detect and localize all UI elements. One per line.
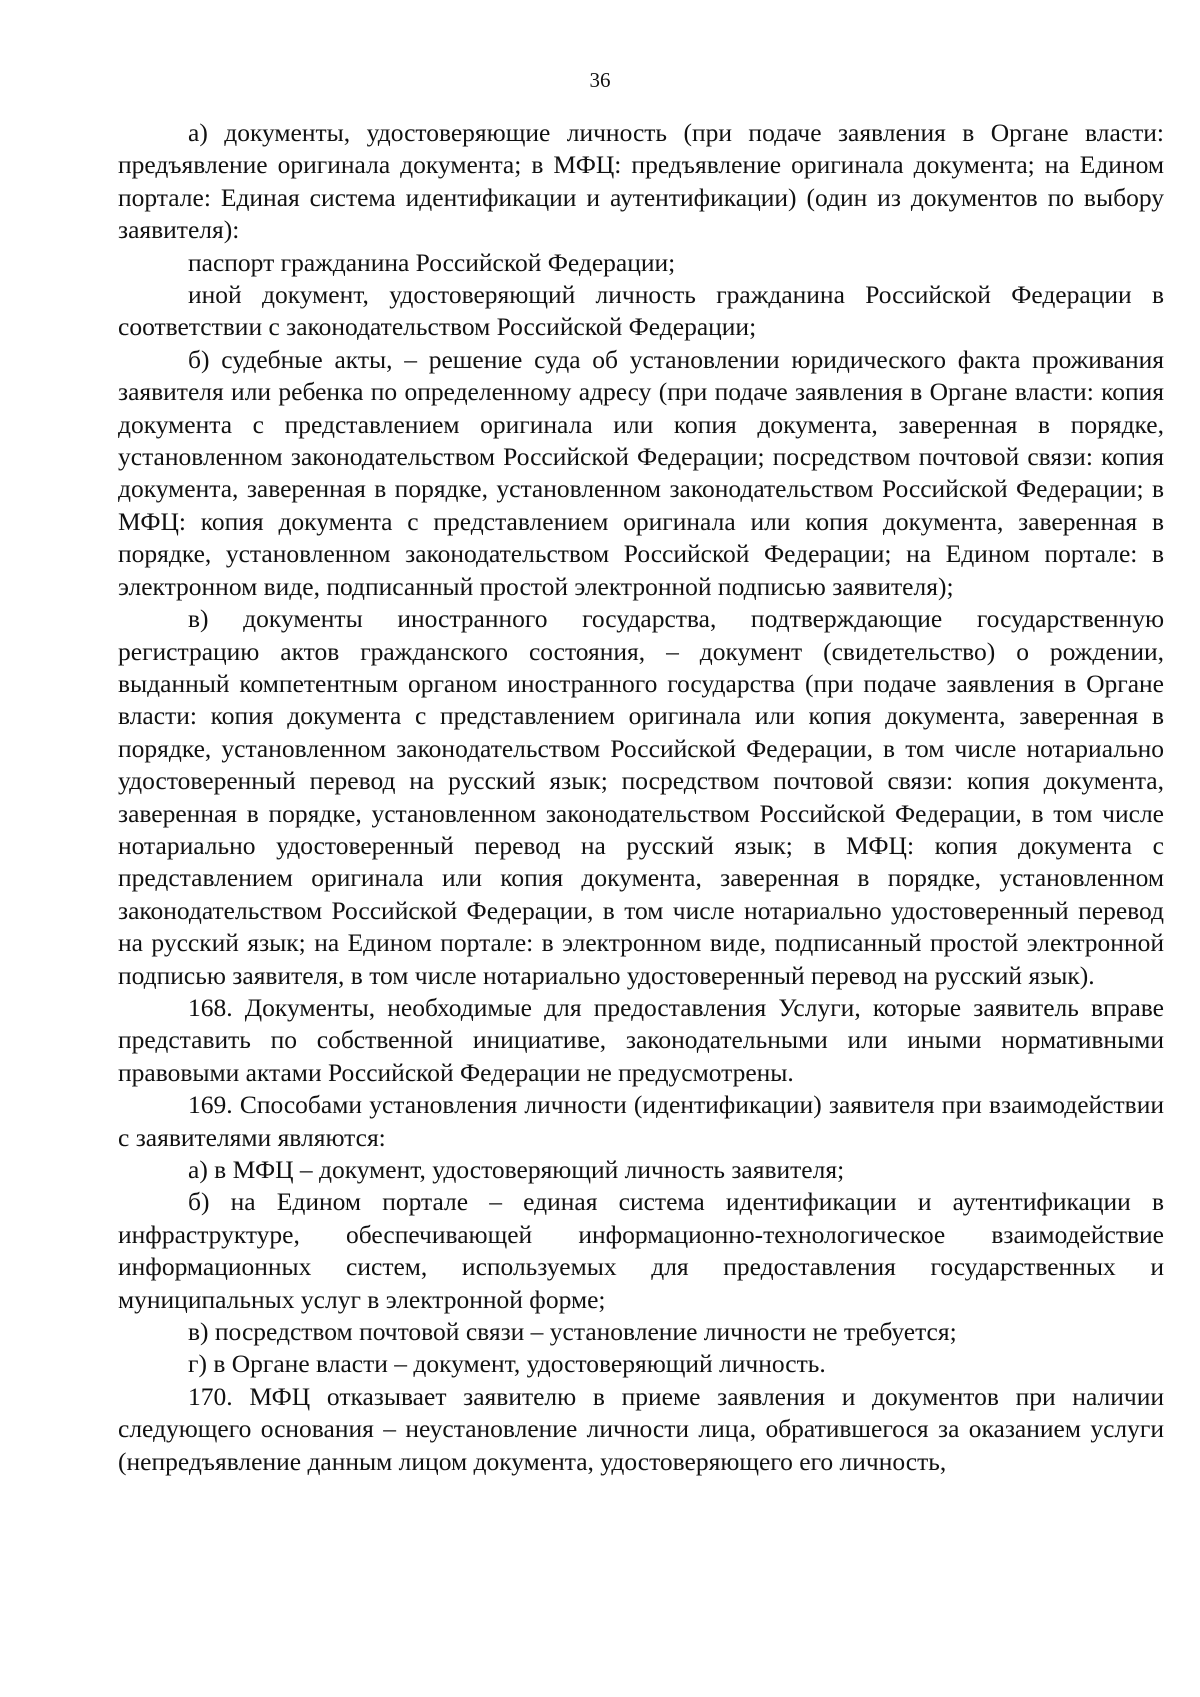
paragraph-169: 169. Способами установления личности (идентификации) заявителя при взаимодействии с заявителями являются: [118,1090,1164,1152]
paragraph-169-d: г) в Органе власти – документ, удостоверяющий личность. [188,1349,826,1379]
paragraph-169-a: а) в МФЦ – документ, удостоверяющий личность заявителя; [188,1155,845,1184]
paragraph-item-b-court-acts: б) судебные акты, – решение суда об установлении юридического факта проживания заявителя или ребенка по определенному адресу (при подаче заявления в Органе власти: копия документа с представлением оригинала или копия документа, заверенная в порядке, установленном законодательством Российской Федерации; посредством почтовой связи: копия документа, заверенная в порядке, установленном законодательством Российской Федерации; в МФЦ: копия документа с представлением оригинала или копия документа, заверенная в порядке, установленном законодательством Российской Федерации; на Едином портале: в электронном виде, подписанный простой электронной подписью заявителя); [118,344,1164,601]
paragraph-169-b: б) на Едином портале – единая система идентификации и аутентификации в инфраструктуре, обеспечивающей информационно-технологическое взаимодействие информационных систем, используемых для предоставления государственных и муниципальных услуг в электронной форме; [118,1187,1164,1314]
document-body [118,117,1164,1478]
paragraph-item-a-identity-documents: а) документы, удостоверяющие личность (при подаче заявления в Органе власти: предъявление оригинала документа; в МФЦ: предъявление оригинала документа; на Едином портале: Единая система идентификации и аутентификации) (один из документов по выбору заявителя): [118,118,1164,245]
page-number: 36 [589,68,611,92]
paragraph-170: 170. МФЦ отказывает заявителю в приеме заявления и документов при наличии следующего основания – неустановление личности лица, обратившегося за оказанием услуги (непредъявление данным лицом документа, удостоверяющего его личность, [118,1381,1164,1476]
paragraph-other-identity-document: иной документ, удостоверяющий личность гражданина Российской Федерации в соответствии с законодательством Российской Федерации; [118,280,1164,342]
paragraph-item-c-foreign-documents: в) документы иностранного государства, подтверждающие государственную регистрацию актов гражданского состояния, – документ (свидетельство) о рождении, выданный компетентным органом иностранного государства (при подаче заявления в Органе власти: копия документа с представлением оригинала или копия документа, заверенная в порядке, установленном законодательством Российской Федерации, в том числе нотариально удостоверенный перевод на русский язык; посредством почтовой связи: копия документа, заверенная в порядке, установленном законодательством Российской Федерации, в том числе нотариально удостоверенный перевод на русский язык; в МФЦ: копия документа с представлением оригинала или копия документа, заверенная в порядке, установленном законодательством Российской Федерации, в том числе нотариально удостоверенный перевод на русский язык; на Едином портале: в электронном виде, подписанный простой электронной подписью заявителя, в том числе нотариально удостоверенный перевод на русский язык). [118,604,1164,990]
paragraph-169-c: в) посредством почтовой связи – установление личности не требуется; [188,1317,957,1347]
paragraph-passport: паспорт гражданина Российской Федерации; [188,247,676,277]
paragraph-168: 168. Документы, необходимые для предоставления Услуги, которые заявитель вправе представить по собственной инициативе, законодательными или иными нормативными правовыми актами Российской Федерации не предусмотрены. [118,992,1164,1087]
